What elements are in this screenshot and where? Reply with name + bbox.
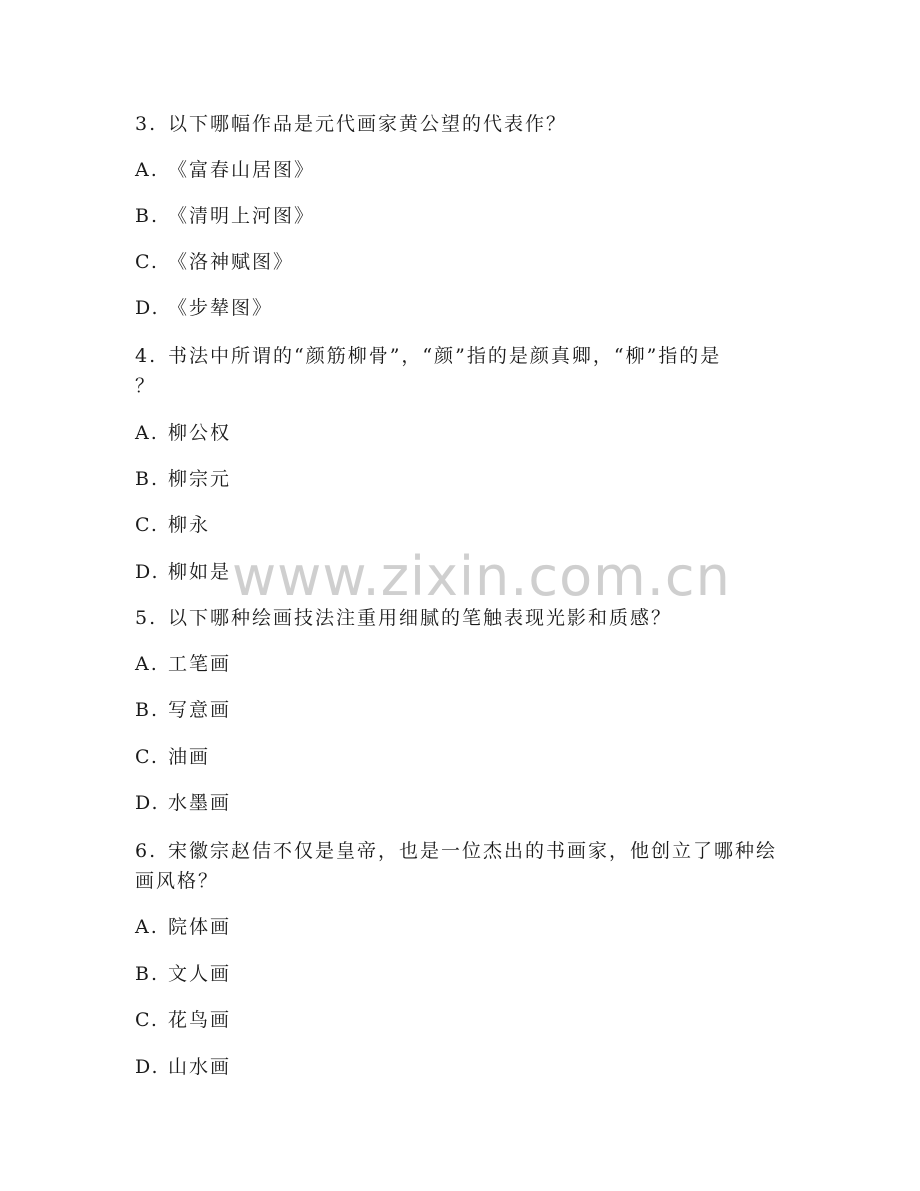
option-5d: [135, 784, 785, 822]
option-text: 《洛神赋图》: [168, 251, 295, 273]
option-4a: [135, 414, 785, 452]
option-4b: [135, 460, 785, 498]
question-5: [135, 599, 785, 637]
option-letter: C.: [135, 251, 159, 273]
option-text: 山水画: [168, 1056, 232, 1078]
question-3: [135, 105, 785, 143]
option-text: 院体画: [168, 916, 232, 938]
option-6a: [135, 908, 785, 946]
option-letter: B.: [135, 699, 160, 721]
option-3a: [135, 151, 785, 189]
option-5b: [135, 691, 785, 729]
option-3c: [135, 243, 785, 281]
option-5c: [135, 738, 785, 776]
option-6b: [135, 955, 785, 993]
question-text-continued: 画风格？: [135, 870, 220, 892]
question-4-continued: [135, 367, 785, 405]
question-text: 以下哪幅作品是元代画家黄公望的代表作？: [168, 113, 568, 135]
question-number: 6.: [135, 840, 158, 862]
option-letter: B.: [135, 205, 160, 227]
option-text: 写意画: [168, 699, 232, 721]
option-letter: D.: [135, 297, 160, 319]
option-text: 《步辇图》: [168, 297, 274, 319]
question-number: 4.: [135, 345, 158, 367]
option-letter: B.: [135, 468, 160, 490]
option-6c: [135, 1001, 785, 1039]
option-5a: [135, 645, 785, 683]
option-text: 柳宗元: [168, 468, 232, 490]
question-text: 宋徽宗赵佶不仅是皇帝，也是一位杰出的书画家，他创立了哪种绘: [168, 840, 778, 862]
option-letter: C.: [135, 514, 159, 536]
question-text: 书法中所谓的“颜筋柳骨”，“颜”指的是颜真卿，“柳”指的是: [168, 345, 722, 367]
option-letter: D.: [135, 792, 160, 814]
option-4d: [135, 553, 785, 591]
option-text: 《清明上河图》: [168, 205, 316, 227]
option-text: 柳公权: [168, 422, 232, 444]
question-number: 3.: [135, 113, 158, 135]
option-text: 花鸟画: [168, 1009, 232, 1031]
question-number: 5.: [135, 607, 158, 629]
option-letter: A.: [135, 653, 159, 675]
option-text: 油画: [168, 746, 211, 768]
option-letter: A.: [135, 422, 159, 444]
option-6d: [135, 1048, 785, 1086]
option-4c: [135, 506, 785, 544]
question-text-continued: ？: [135, 375, 157, 397]
option-letter: A.: [135, 159, 159, 181]
option-letter: A.: [135, 916, 159, 938]
option-text: 文人画: [168, 963, 232, 985]
question-6-continued: [135, 862, 785, 900]
option-3d: [135, 289, 785, 327]
question-text: 以下哪种绘画技法注重用细腻的笔触表现光影和质感？: [168, 607, 673, 629]
option-letter: C.: [135, 746, 159, 768]
watermark: www.zixin.com.cn: [232, 545, 731, 608]
option-text: 柳永: [168, 514, 211, 536]
option-3b: [135, 197, 785, 235]
option-letter: D.: [135, 561, 160, 583]
option-letter: C.: [135, 1009, 159, 1031]
option-text: 《富春山居图》: [168, 159, 316, 181]
option-text: 水墨画: [168, 792, 232, 814]
option-letter: D.: [135, 1056, 160, 1078]
option-text: 工笔画: [168, 653, 232, 675]
option-text: 柳如是: [168, 561, 232, 583]
option-letter: B.: [135, 963, 160, 985]
